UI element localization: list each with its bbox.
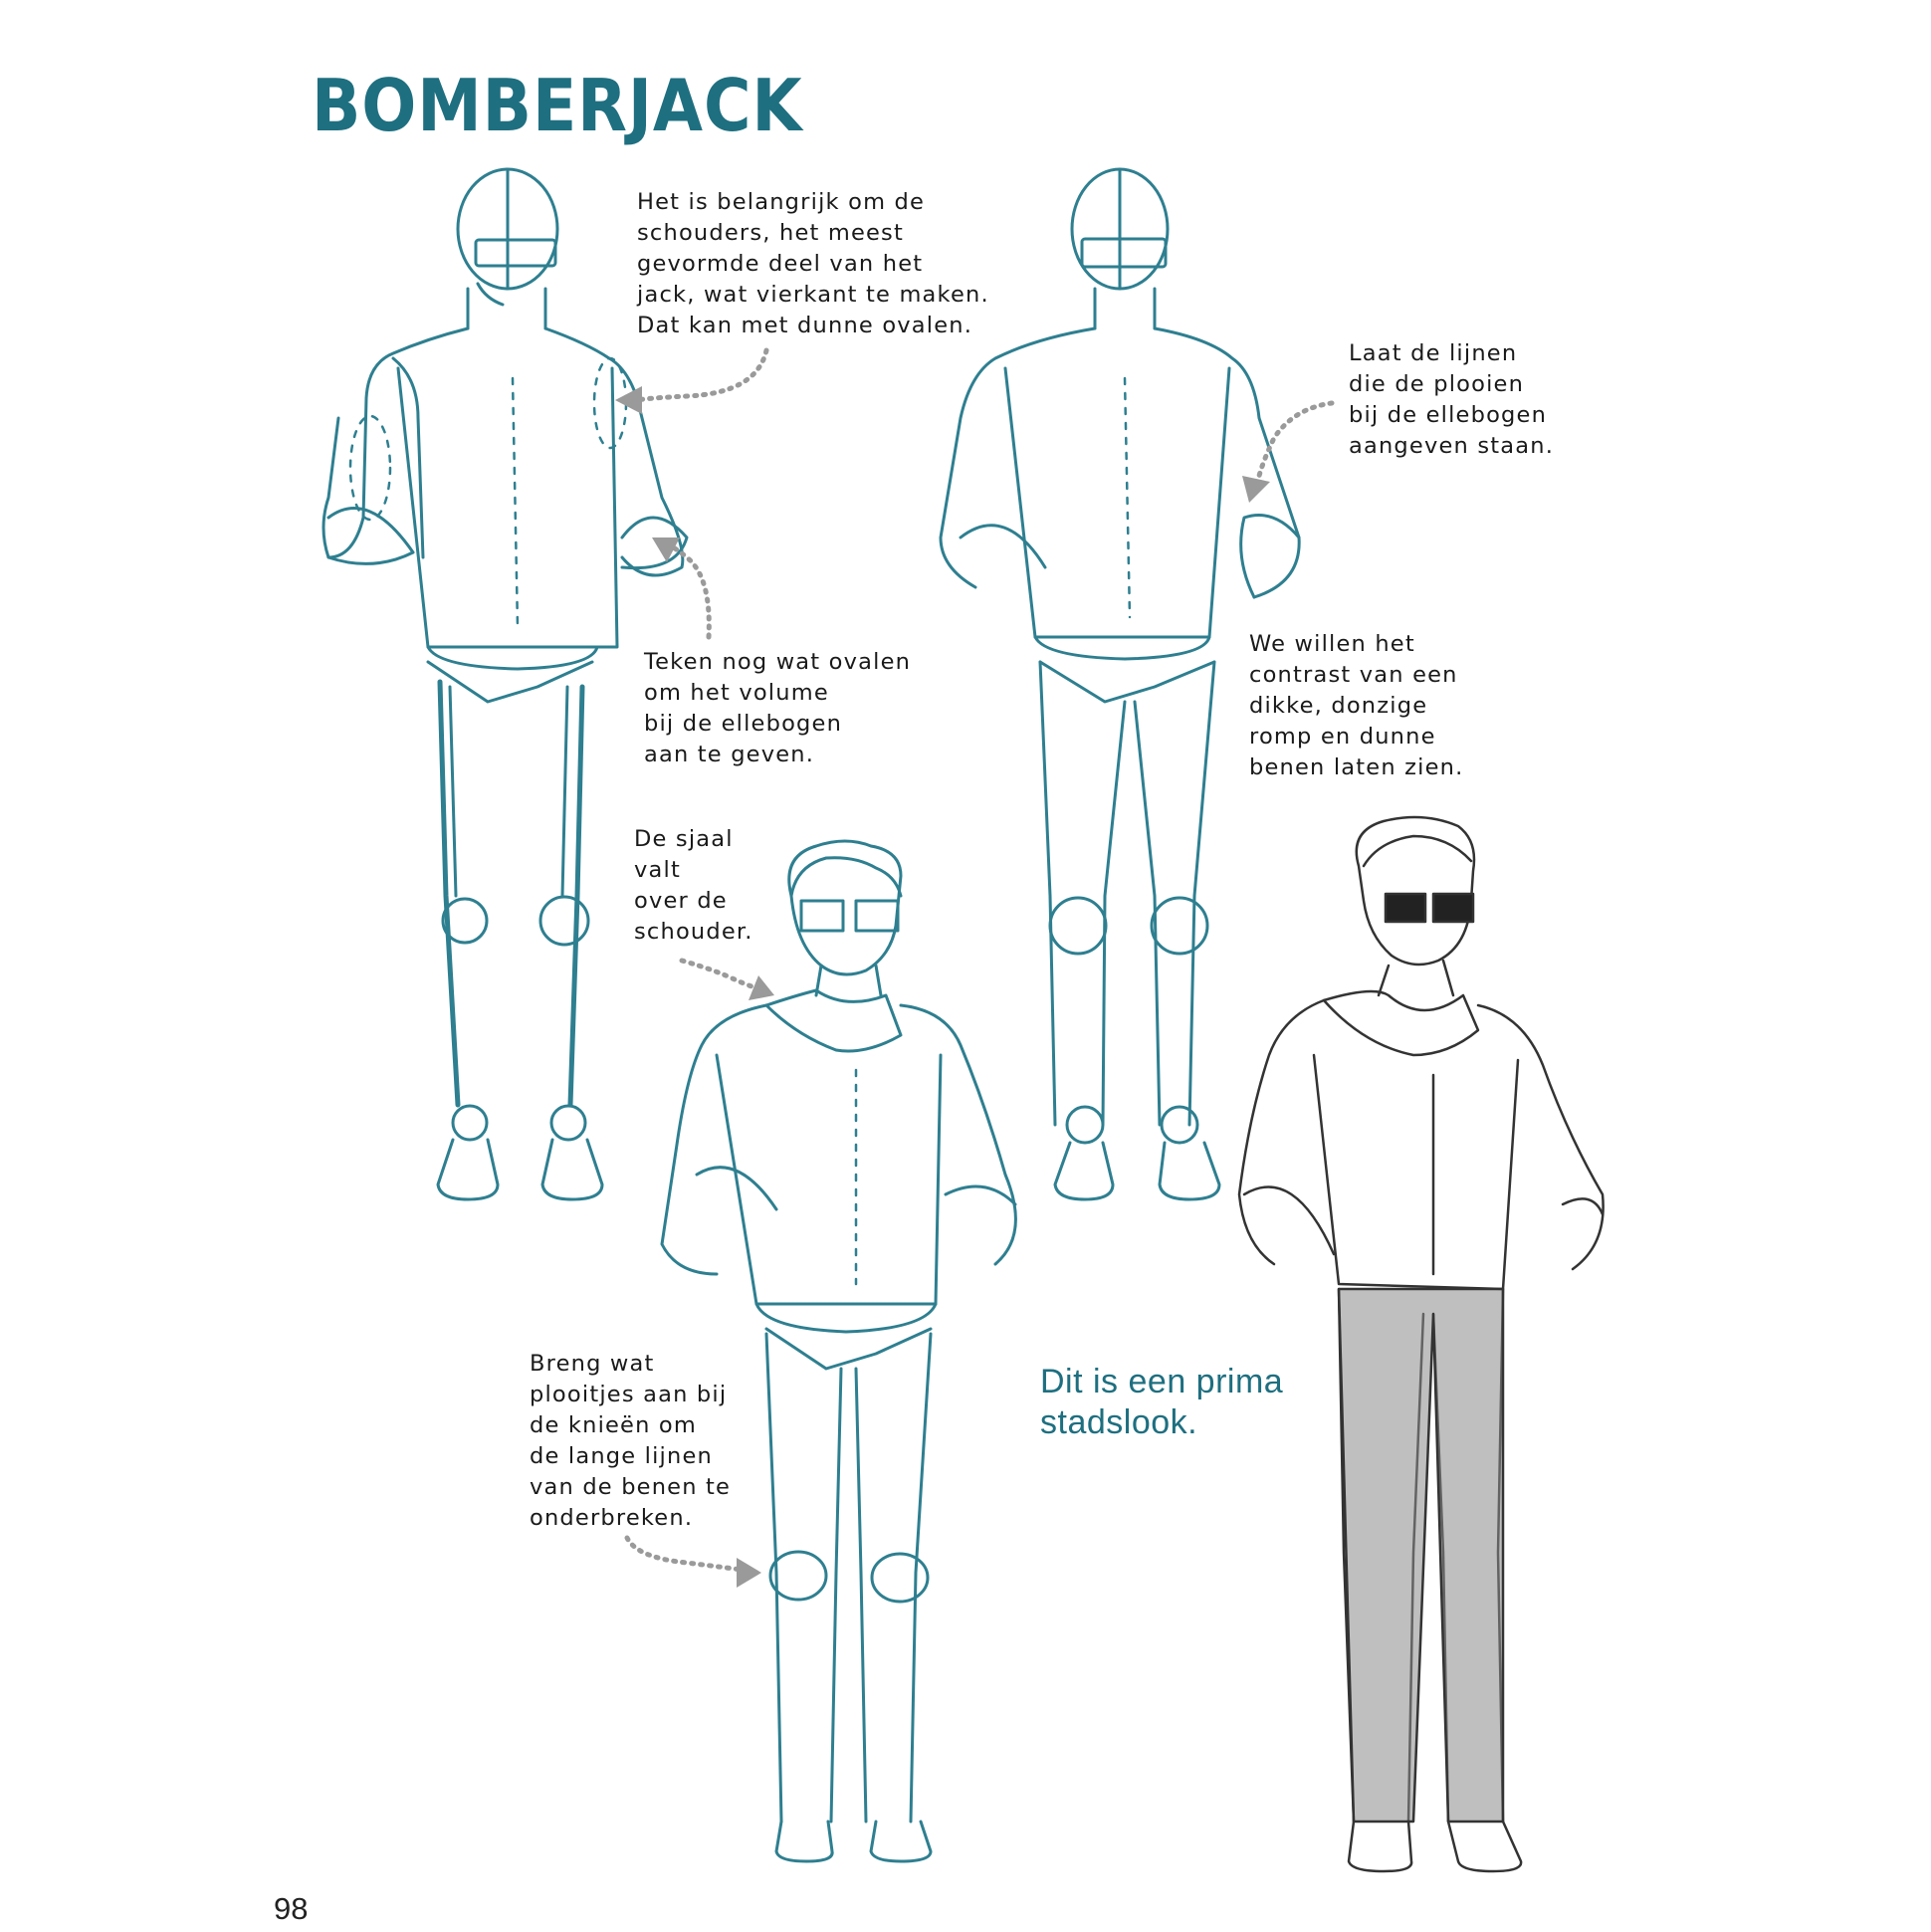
figure-4-finished-drawing bbox=[1239, 817, 1604, 1871]
page-number: 98 bbox=[274, 1891, 309, 1926]
arrow-shoulder bbox=[615, 350, 766, 414]
arrow-elbow-folds bbox=[1242, 403, 1332, 503]
note-elbow-folds: Laat de lijnen die de plooien bij de ellebogen aangeven staan. bbox=[1349, 340, 1555, 459]
figure-2-lines bbox=[941, 169, 1299, 1199]
arrow-knees bbox=[627, 1538, 761, 1588]
figure-1-lines bbox=[323, 169, 687, 1199]
page-title: BOMBERJACK bbox=[312, 64, 803, 147]
arrow-scarf bbox=[682, 961, 774, 1000]
note-contrast: We willen het contrast van een dikke, donzige romp en dunne benen laten zien. bbox=[1249, 631, 1464, 780]
note-shoulders: Het is belangrijk om de schouders, het meest gevormde deel van het jack, wat vierkant te maken. Dat kan met dunne ovalen. bbox=[637, 189, 989, 338]
arrow-elbow-volume bbox=[652, 537, 709, 637]
note-elbow-volume: Teken nog wat ovalen om het volume bij de ellebogen aan te geven. bbox=[644, 649, 912, 767]
highlight-caption: Dit is een prima stadslook. bbox=[1040, 1363, 1284, 1441]
note-scarf: De sjaal valt over de schouder. bbox=[634, 826, 753, 945]
note-knees: Breng wat plooitjes aan bij de knieën om de lange lijnen van de benen te onderbreken. bbox=[530, 1351, 732, 1531]
